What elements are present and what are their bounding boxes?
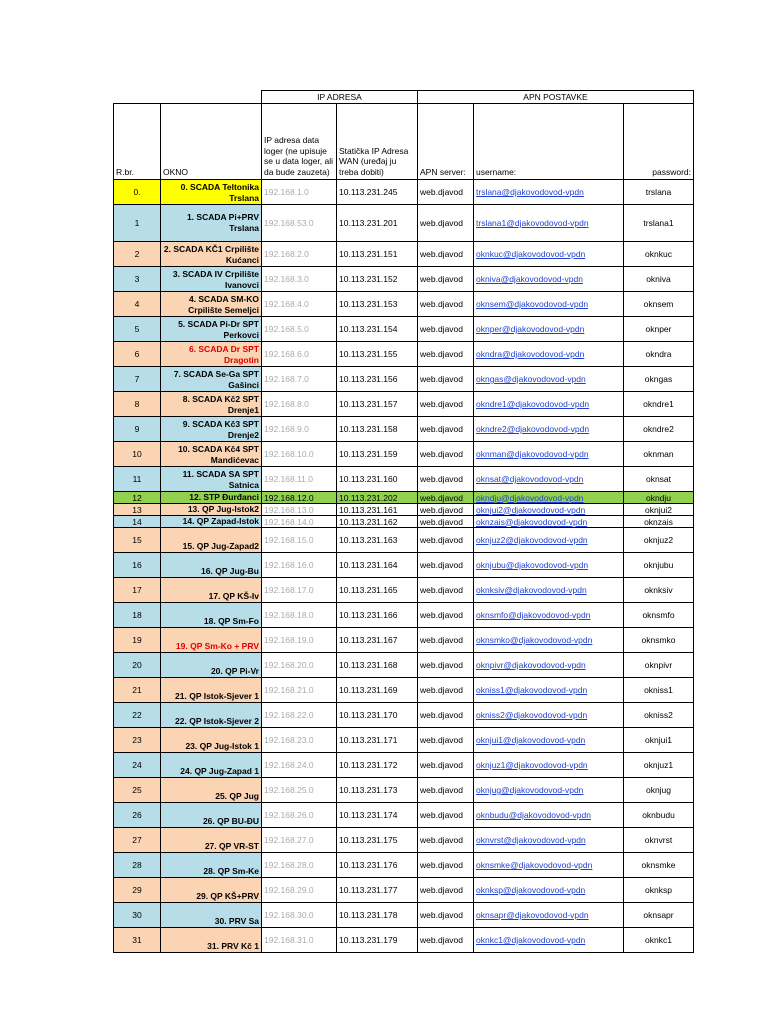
okno-name: 10. SCADA Kč4 SPT Mandićevac	[161, 442, 262, 467]
username-link[interactable]: oknvrst@djakovodovod-vpdn	[474, 828, 624, 853]
username-link[interactable]: oknper@djakovodovod-vpdn	[474, 317, 624, 342]
row-number: 4	[114, 292, 161, 317]
data-logger-ip: 192.168.25.0	[262, 778, 337, 803]
username-link[interactable]: oknkc1@djakovodovod-vpdn	[474, 928, 624, 953]
col-apn-header: APN server:	[418, 104, 474, 180]
row-number: 2	[114, 242, 161, 267]
group-apn-header: APN POSTAVKE	[418, 91, 694, 104]
data-logger-ip: 192.168.22.0	[262, 703, 337, 728]
col-ip-header: IP adresa data loger (ne upisuje se u data loger, ali da bude zauzeta)	[262, 104, 337, 180]
data-logger-ip: 192.168.7.0	[262, 367, 337, 392]
apn-server: web.djavod	[418, 828, 474, 853]
username-link[interactable]: oknsat@djakovodovod-vpdn	[474, 467, 624, 492]
row-number: 29	[114, 878, 161, 903]
password: okniss2	[624, 703, 694, 728]
row-number: 8	[114, 392, 161, 417]
password: okndre2	[624, 417, 694, 442]
okno-name: 26. QP BU-ĐU	[161, 803, 262, 828]
password: oknjui1	[624, 728, 694, 753]
col-user-header: username:	[474, 104, 624, 180]
okno-name: 19. QP Sm-Ko + PRV	[161, 628, 262, 653]
row-number: 13	[114, 504, 161, 516]
apn-server: web.djavod	[418, 492, 474, 504]
apn-server: web.djavod	[418, 267, 474, 292]
wan-ip: 10.113.231.172	[337, 753, 418, 778]
row-number: 5	[114, 317, 161, 342]
username-link[interactable]: oknzais@djakovodovod-vpdn	[474, 516, 624, 528]
okno-name: 18. QP Sm-Fo	[161, 603, 262, 628]
okno-name: 9. SCADA Kč3 SPT Drenje2	[161, 417, 262, 442]
row-number: 16	[114, 553, 161, 578]
wan-ip: 10.113.231.201	[337, 205, 418, 242]
data-logger-ip: 192.168.23.0	[262, 728, 337, 753]
wan-ip: 10.113.231.179	[337, 928, 418, 953]
col-wan-header: Statička IP Adresa WAN (uređaj ju treba dobiti)	[337, 104, 418, 180]
col-rbr-header: R.br.	[114, 104, 161, 180]
password: oknjuz1	[624, 753, 694, 778]
wan-ip: 10.113.231.177	[337, 878, 418, 903]
password: oknper	[624, 317, 694, 342]
wan-ip: 10.113.231.153	[337, 292, 418, 317]
table-row	[114, 678, 694, 703]
wan-ip: 10.113.231.160	[337, 467, 418, 492]
okno-name: 6. SCADA Dr SPT Dragotin	[161, 342, 262, 367]
data-logger-ip: 192.168.1.0	[262, 180, 337, 205]
username-link[interactable]: okndre1@djakovodovod-vpdn	[474, 392, 624, 417]
username-link[interactable]: oknjui2@djakovodovod-vpdn	[474, 504, 624, 516]
username-link[interactable]: oknsapr@djakovodovod-vpdn	[474, 903, 624, 928]
data-logger-ip: 192.168.19.0	[262, 628, 337, 653]
wan-ip: 10.113.231.171	[337, 728, 418, 753]
password: oknjug	[624, 778, 694, 803]
username-link[interactable]: oknjui1@djakovodovod-vpdn	[474, 728, 624, 753]
wan-ip: 10.113.231.202	[337, 492, 418, 504]
username-link[interactable]: oknsem@djakovodovod-vpdn	[474, 292, 624, 317]
okno-name: 23. QP Jug-Istok 1	[161, 728, 262, 753]
username-link[interactable]: oknman@djakovodovod-vpdn	[474, 442, 624, 467]
okno-name: 13. QP Jug-Istok2	[161, 504, 262, 516]
okno-name: 24. QP Jug-Zapad 1	[161, 753, 262, 778]
okno-name: 8. SCADA Kč2 SPT Drenje1	[161, 392, 262, 417]
table-row	[114, 803, 694, 828]
username-link[interactable]: trslana@djakovodovod-vpdn	[474, 180, 624, 205]
okno-name: 14. QP Zapad-Istok	[161, 516, 262, 528]
data-logger-ip: 192.168.53.0	[262, 205, 337, 242]
table-row	[114, 753, 694, 778]
apn-server: web.djavod	[418, 653, 474, 678]
wan-ip: 10.113.231.154	[337, 317, 418, 342]
table-row	[114, 392, 694, 417]
row-number: 7	[114, 367, 161, 392]
apn-server: web.djavod	[418, 528, 474, 553]
row-number: 26	[114, 803, 161, 828]
table-row	[114, 367, 694, 392]
okno-name: 3. SCADA IV Crpilište Ivanovci	[161, 267, 262, 292]
username-link[interactable]: oknpivr@djakovodovod-vpdn	[474, 653, 624, 678]
apn-server: web.djavod	[418, 242, 474, 267]
apn-server: web.djavod	[418, 603, 474, 628]
data-logger-ip: 192.168.30.0	[262, 903, 337, 928]
wan-ip: 10.113.231.162	[337, 516, 418, 528]
okno-name: 1. SCADA Pi+PRV Trslana	[161, 205, 262, 242]
wan-ip: 10.113.231.156	[337, 367, 418, 392]
wan-ip: 10.113.231.151	[337, 242, 418, 267]
table-row	[114, 578, 694, 603]
apn-server: web.djavod	[418, 703, 474, 728]
username-link[interactable]: oknsmfo@djakovodovod-vpdn	[474, 603, 624, 628]
username-link[interactable]: okniva@djakovodovod-vpdn	[474, 267, 624, 292]
okno-name: 20. QP Pi-Vr	[161, 653, 262, 678]
password: oknman	[624, 442, 694, 467]
password: oknkuc	[624, 242, 694, 267]
okno-name: 2. SCADA KČ1 Crpilište Kućanci	[161, 242, 262, 267]
data-logger-ip: 192.168.21.0	[262, 678, 337, 703]
data-logger-ip: 192.168.29.0	[262, 878, 337, 903]
row-number: 21	[114, 678, 161, 703]
data-logger-ip: 192.168.12.0	[262, 492, 337, 504]
username-link[interactable]: oknjuz1@djakovodovod-vpdn	[474, 753, 624, 778]
data-logger-ip: 192.168.10.0	[262, 442, 337, 467]
okno-name: 5. SCADA Pi-Dr SPT Perkovci	[161, 317, 262, 342]
wan-ip: 10.113.231.169	[337, 678, 418, 703]
table-row	[114, 242, 694, 267]
okno-name: 21. QP Istok-Sjever 1	[161, 678, 262, 703]
username-link[interactable]: oknksp@djakovodovod-vpdn	[474, 878, 624, 903]
password: oknsem	[624, 292, 694, 317]
username-link[interactable]: oknjubu@djakovodovod-vpdn	[474, 553, 624, 578]
data-logger-ip: 192.168.11.0	[262, 467, 337, 492]
okno-name: 22. QP Istok-Sjever 2	[161, 703, 262, 728]
row-number: 20	[114, 653, 161, 678]
okno-name: 15. QP Jug-Zapad2	[161, 528, 262, 553]
table-row	[114, 628, 694, 653]
username-link[interactable]: okndra@djakovodovod-vpdn	[474, 342, 624, 367]
ip-apn-table	[113, 90, 694, 953]
table-row	[114, 528, 694, 553]
password: trslana	[624, 180, 694, 205]
okno-name: 30. PRV Sa	[161, 903, 262, 928]
data-logger-ip: 192.168.26.0	[262, 803, 337, 828]
table-row	[114, 828, 694, 853]
okno-name: 31. PRV Kč 1	[161, 928, 262, 953]
data-logger-ip: 192.168.15.0	[262, 528, 337, 553]
okno-name: 28. QP Sm-Ke	[161, 853, 262, 878]
apn-server: web.djavod	[418, 467, 474, 492]
username-link[interactable]: trslana1@djakovodovod-vpdn	[474, 205, 624, 242]
table-row	[114, 653, 694, 678]
password: oknzais	[624, 516, 694, 528]
apn-server: web.djavod	[418, 928, 474, 953]
password: oknpivr	[624, 653, 694, 678]
apn-server: web.djavod	[418, 417, 474, 442]
wan-ip: 10.113.231.176	[337, 853, 418, 878]
apn-server: web.djavod	[418, 903, 474, 928]
data-logger-ip: 192.168.3.0	[262, 267, 337, 292]
apn-server: web.djavod	[418, 553, 474, 578]
wan-ip: 10.113.231.245	[337, 180, 418, 205]
data-logger-ip: 192.168.5.0	[262, 317, 337, 342]
wan-ip: 10.113.231.178	[337, 903, 418, 928]
table-row	[114, 516, 694, 528]
table-row	[114, 703, 694, 728]
col-okno-header: OKNO	[161, 104, 262, 180]
apn-server: web.djavod	[418, 317, 474, 342]
username-link[interactable]: oknkuc@djakovodovod-vpdn	[474, 242, 624, 267]
table-row	[114, 267, 694, 292]
data-logger-ip: 192.168.14.0	[262, 516, 337, 528]
wan-ip: 10.113.231.173	[337, 778, 418, 803]
username-link[interactable]: okniss2@djakovodovod-vpdn	[474, 703, 624, 728]
column-header-row	[114, 104, 694, 180]
row-number: 23	[114, 728, 161, 753]
data-logger-ip: 192.168.31.0	[262, 928, 337, 953]
apn-server: web.djavod	[418, 578, 474, 603]
apn-server: web.djavod	[418, 392, 474, 417]
data-logger-ip: 192.168.4.0	[262, 292, 337, 317]
okno-name: 12. STP Đurđanci	[161, 492, 262, 504]
wan-ip: 10.113.231.152	[337, 267, 418, 292]
okno-name: 29. QP KŠ+PRV	[161, 878, 262, 903]
wan-ip: 10.113.231.166	[337, 603, 418, 628]
username-link[interactable]: okndju@djakovodovod-vpdn	[474, 492, 624, 504]
password: okndju	[624, 492, 694, 504]
wan-ip: 10.113.231.164	[337, 553, 418, 578]
row-number: 17	[114, 578, 161, 603]
apn-server: web.djavod	[418, 753, 474, 778]
password: oknsapr	[624, 903, 694, 928]
apn-server: web.djavod	[418, 504, 474, 516]
row-number: 19	[114, 628, 161, 653]
username-link[interactable]: oknjug@djakovodovod-vpdn	[474, 778, 624, 803]
row-number: 11	[114, 467, 161, 492]
table-row	[114, 467, 694, 492]
okno-name: 16. QP Jug-Bu	[161, 553, 262, 578]
wan-ip: 10.113.231.158	[337, 417, 418, 442]
row-number: 9	[114, 417, 161, 442]
table-row	[114, 504, 694, 516]
wan-ip: 10.113.231.163	[337, 528, 418, 553]
row-number: 15	[114, 528, 161, 553]
password: okndra	[624, 342, 694, 367]
username-link[interactable]: okngas@djakovodovod-vpdn	[474, 367, 624, 392]
data-logger-ip: 192.168.6.0	[262, 342, 337, 367]
table-row	[114, 492, 694, 504]
password: oknvrst	[624, 828, 694, 853]
password: oknsmko	[624, 628, 694, 653]
apn-server: web.djavod	[418, 878, 474, 903]
row-number: 3	[114, 267, 161, 292]
username-link[interactable]: oknksiv@djakovodovod-vpdn	[474, 578, 624, 603]
password: oknsat	[624, 467, 694, 492]
table-row	[114, 878, 694, 903]
apn-server: web.djavod	[418, 292, 474, 317]
data-logger-ip: 192.168.27.0	[262, 828, 337, 853]
password: trslana1	[624, 205, 694, 242]
row-number: 0.	[114, 180, 161, 205]
password: oknjui2	[624, 504, 694, 516]
apn-server: web.djavod	[418, 516, 474, 528]
table-row	[114, 417, 694, 442]
wan-ip: 10.113.231.168	[337, 653, 418, 678]
password: oknsmke	[624, 853, 694, 878]
okno-name: 4. SCADA SM-KO Crpilište Semeljci	[161, 292, 262, 317]
row-number: 1	[114, 205, 161, 242]
table-row	[114, 342, 694, 367]
username-link[interactable]: okniss1@djakovodovod-vpdn	[474, 678, 624, 703]
wan-ip: 10.113.231.159	[337, 442, 418, 467]
apn-server: web.djavod	[418, 728, 474, 753]
wan-ip: 10.113.231.155	[337, 342, 418, 367]
data-logger-ip: 192.168.18.0	[262, 603, 337, 628]
group-header-row	[114, 91, 694, 104]
wan-ip: 10.113.231.167	[337, 628, 418, 653]
data-logger-ip: 192.168.2.0	[262, 242, 337, 267]
row-number: 27	[114, 828, 161, 853]
row-number: 18	[114, 603, 161, 628]
row-number: 28	[114, 853, 161, 878]
row-number: 10	[114, 442, 161, 467]
apn-server: web.djavod	[418, 442, 474, 467]
wan-ip: 10.113.231.174	[337, 803, 418, 828]
data-logger-ip: 192.168.16.0	[262, 553, 337, 578]
password: oknksp	[624, 878, 694, 903]
row-number: 12	[114, 492, 161, 504]
table-row	[114, 292, 694, 317]
okno-name: 25. QP Jug	[161, 778, 262, 803]
apn-server: web.djavod	[418, 803, 474, 828]
table-row	[114, 603, 694, 628]
data-logger-ip: 192.168.24.0	[262, 753, 337, 778]
row-number: 31	[114, 928, 161, 953]
wan-ip: 10.113.231.157	[337, 392, 418, 417]
table-row	[114, 778, 694, 803]
apn-server: web.djavod	[418, 678, 474, 703]
apn-server: web.djavod	[418, 778, 474, 803]
okno-name: 17. QP KŠ-Iv	[161, 578, 262, 603]
row-number: 24	[114, 753, 161, 778]
group-ip-header: IP ADRESA	[262, 91, 418, 104]
row-number: 25	[114, 778, 161, 803]
password: okniss1	[624, 678, 694, 703]
apn-server: web.djavod	[418, 853, 474, 878]
data-logger-ip: 192.168.8.0	[262, 392, 337, 417]
data-logger-ip: 192.168.13.0	[262, 504, 337, 516]
password: oknbudu	[624, 803, 694, 828]
apn-server: web.djavod	[418, 205, 474, 242]
password: oknjubu	[624, 553, 694, 578]
password: okniva	[624, 267, 694, 292]
username-link[interactable]: okndre2@djakovodovod-vpdn	[474, 417, 624, 442]
username-link[interactable]: oknsmko@djakovodovod-vpdn	[474, 628, 624, 653]
apn-server: web.djavod	[418, 628, 474, 653]
password: oknkc1	[624, 928, 694, 953]
table-row	[114, 728, 694, 753]
data-logger-ip: 192.168.28.0	[262, 853, 337, 878]
col-pass-header: password:	[624, 104, 694, 180]
wan-ip: 10.113.231.170	[337, 703, 418, 728]
username-link[interactable]: oknsmke@djakovodovod-vpdn	[474, 853, 624, 878]
apn-server: web.djavod	[418, 367, 474, 392]
password: okndre1	[624, 392, 694, 417]
username-link[interactable]: oknjuz2@djakovodovod-vpdn	[474, 528, 624, 553]
table-row	[114, 853, 694, 878]
password: oknksiv	[624, 578, 694, 603]
password: okngas	[624, 367, 694, 392]
table-row	[114, 317, 694, 342]
wan-ip: 10.113.231.161	[337, 504, 418, 516]
password: oknjuz2	[624, 528, 694, 553]
table-row	[114, 180, 694, 205]
data-logger-ip: 192.168.9.0	[262, 417, 337, 442]
apn-server: web.djavod	[418, 180, 474, 205]
okno-name: 27. QP VR-ST	[161, 828, 262, 853]
okno-name: 0. SCADA Teltonika Trslana	[161, 180, 262, 205]
row-number: 14	[114, 516, 161, 528]
password: oknsmfo	[624, 603, 694, 628]
row-number: 6	[114, 342, 161, 367]
table-row	[114, 903, 694, 928]
row-number: 22	[114, 703, 161, 728]
table-row	[114, 553, 694, 578]
data-logger-ip: 192.168.20.0	[262, 653, 337, 678]
apn-server: web.djavod	[418, 342, 474, 367]
row-number: 30	[114, 903, 161, 928]
table-row	[114, 928, 694, 953]
wan-ip: 10.113.231.165	[337, 578, 418, 603]
okno-name: 7. SCADA Se-Ga SPT Gašinci	[161, 367, 262, 392]
data-logger-ip: 192.168.17.0	[262, 578, 337, 603]
okno-name: 11. SCADA SA SPT Satnica	[161, 467, 262, 492]
wan-ip: 10.113.231.175	[337, 828, 418, 853]
username-link[interactable]: oknbudu@djakovodovod-vpdn	[474, 803, 624, 828]
table-row	[114, 442, 694, 467]
table-row	[114, 205, 694, 242]
